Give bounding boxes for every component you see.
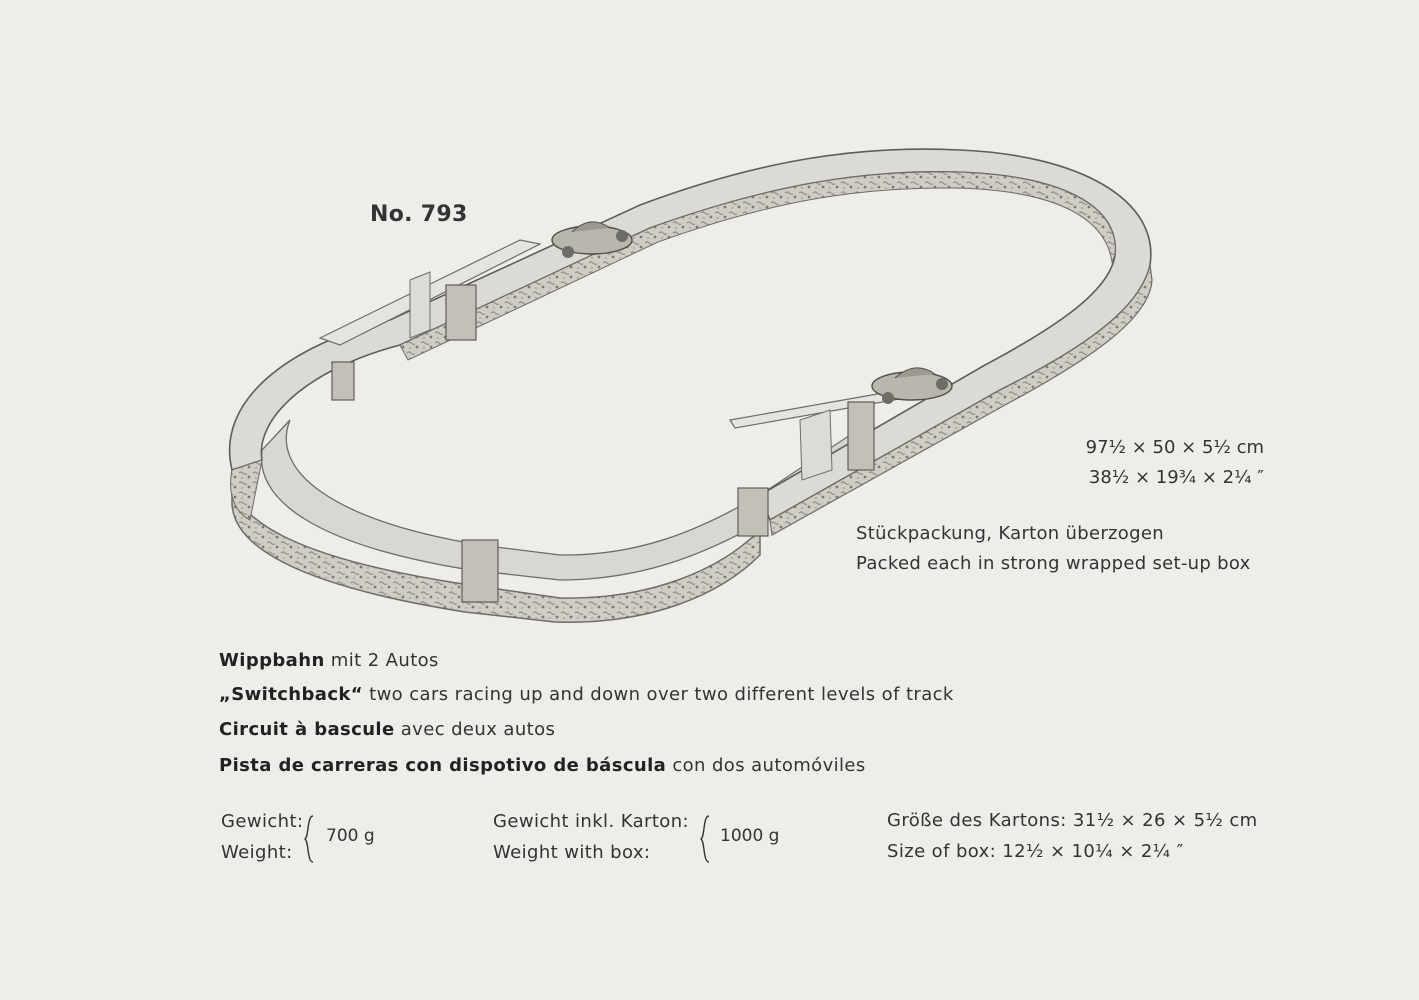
description-english — [219, 684, 954, 705]
dimensions-metric: 97½ × 50 × 5½ cm — [1085, 437, 1264, 458]
box-size-english: Size of box: 12½ × 10¼ × 2¼ ″ — [887, 841, 1184, 862]
description-title: „Switchback“ — [219, 684, 363, 705]
weight-label-german: Gewicht: — [221, 811, 304, 832]
description-german — [219, 650, 439, 671]
brace-icon — [699, 814, 713, 864]
description-text: mit 2 Autos — [324, 650, 439, 671]
weight-box-value: 1000 g — [720, 826, 780, 846]
model-number: No. 793 — [370, 202, 468, 227]
brace-icon — [303, 814, 317, 864]
description-french — [219, 719, 555, 740]
packing-german: Stückpackung, Karton überzogen — [856, 523, 1164, 544]
description-text: two cars racing up and down over two different levels of track — [362, 684, 954, 705]
weight-label-english: Weight: — [221, 842, 293, 863]
weight-value: 700 g — [326, 826, 375, 846]
box-size-german: Größe des Kartons: 31½ × 26 × 5½ cm — [887, 810, 1258, 831]
dimensions-imperial: 38½ × 19¾ × 2¼ ″ — [1088, 467, 1264, 488]
description-title: Wippbahn — [219, 650, 325, 671]
description-text: con dos automóviles — [666, 755, 866, 776]
description-text: avec deux autos — [394, 719, 556, 740]
weight-box-label-english: Weight with box: — [493, 842, 651, 863]
upper-track — [230, 149, 1152, 535]
weight-box-label-german: Gewicht inkl. Karton: — [493, 811, 689, 832]
packing-english: Packed each in strong wrapped set-up box — [856, 553, 1251, 574]
description-spanish — [219, 755, 866, 776]
description-title: Pista de carreras con dispotivo de báscula — [219, 755, 667, 776]
description-title: Circuit à bascule — [219, 719, 395, 740]
